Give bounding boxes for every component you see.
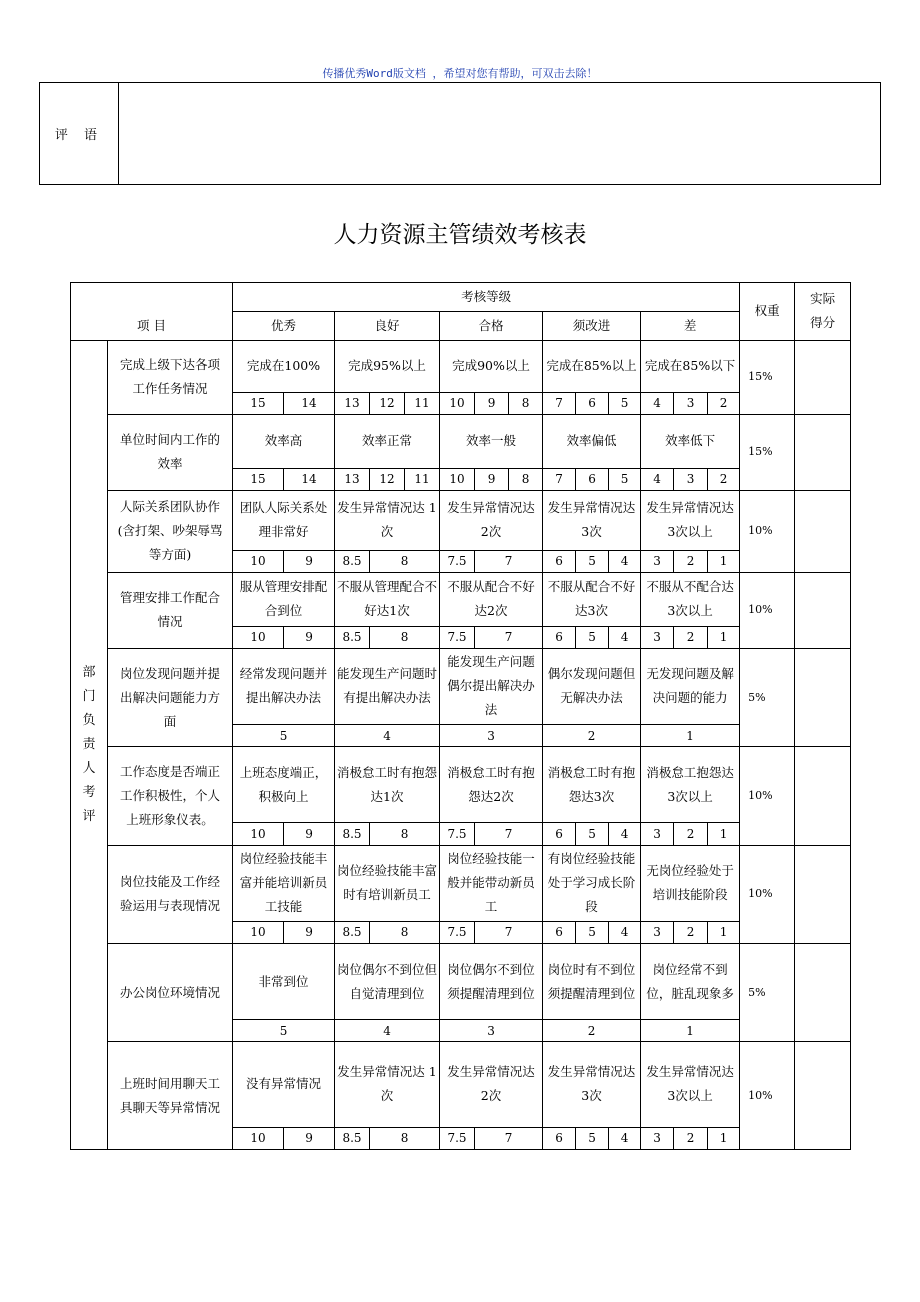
dept-evaluation-label — [71, 340, 108, 1149]
grade-description: 无岗位经验处于培训技能阶段 — [641, 845, 740, 921]
score-value: 6 — [543, 550, 576, 572]
actual-score-cell[interactable] — [795, 648, 851, 746]
score-value: 11 — [405, 468, 440, 490]
score-value: 7.5 — [440, 1127, 475, 1149]
grade-poor: 差 — [641, 312, 740, 340]
grade-description: 能发现生产问题时有提出解决办法 — [335, 648, 440, 724]
grade-description: 不服从配合不好达3次 — [543, 572, 641, 626]
dept-label-char: 人 — [82, 760, 96, 776]
score-value: 3 — [641, 550, 674, 572]
score-value: 4 — [609, 550, 641, 572]
score-value: 9 — [475, 468, 509, 490]
grade-description: 岗位经常不到位，脏乱现象多 — [641, 944, 740, 1020]
grade-description: 发生异常情况达3次 — [543, 1042, 641, 1127]
grade-description: 消极怠工抱怨达3次以上 — [641, 747, 740, 823]
grade-good: 良好 — [335, 312, 440, 340]
criterion-item: 单位时间内工作的效率 — [108, 414, 233, 490]
actual-score-cell[interactable] — [795, 944, 851, 1042]
grade-description: 岗位偶尔不到位须提醒清理到位 — [440, 944, 543, 1020]
grade-description: 岗位偶尔不到位但自觉清理到位 — [335, 944, 440, 1020]
score-value: 9 — [284, 550, 335, 572]
grade-description: 岗位经验技能丰富时有培训新员工 — [335, 845, 440, 921]
score-value: 14 — [284, 392, 335, 414]
score-value: 3 — [641, 1127, 674, 1149]
grade-description: 上班态度端正，积极向上 — [233, 747, 335, 823]
score-value: 4 — [641, 392, 674, 414]
score-value: 4 — [335, 725, 440, 747]
score-value: 3 — [440, 1020, 543, 1042]
score-value: 12 — [370, 392, 405, 414]
header-grade-group: 考核等级 — [233, 283, 740, 312]
score-value: 2 — [708, 468, 740, 490]
score-value: 7 — [543, 392, 576, 414]
score-value: 7.5 — [440, 823, 475, 845]
score-value: 7 — [543, 468, 576, 490]
dept-label-char: 考 — [82, 784, 96, 800]
criterion-item: 岗位技能及工作经验运用与表现情况 — [108, 845, 233, 943]
score-value: 8 — [370, 550, 440, 572]
page-title: 人力资源主管绩效考核表 — [333, 222, 587, 248]
criterion-weight: 10% — [740, 490, 795, 572]
score-value: 8.5 — [335, 1127, 370, 1149]
criterion-item: 办公岗位环境情况 — [108, 944, 233, 1042]
actual-score-cell[interactable] — [795, 414, 851, 490]
score-value: 5 — [576, 550, 609, 572]
grade-description: 发生异常情况达 2次 — [440, 1042, 543, 1127]
score-value: 15 — [233, 468, 284, 490]
score-value: 8 — [370, 626, 440, 648]
grade-description: 效率偏低 — [543, 414, 641, 468]
score-value: 3 — [641, 823, 674, 845]
score-value: 15 — [233, 392, 284, 414]
score-value: 13 — [335, 392, 370, 414]
score-value: 8.5 — [335, 626, 370, 648]
grade-description: 团队人际关系处理非常好 — [233, 490, 335, 550]
grade-description: 岗位经验技能一般并能带动新员工 — [440, 845, 543, 921]
criterion-weight: 5% — [740, 944, 795, 1042]
score-value: 8.5 — [335, 823, 370, 845]
grade-pass: 合格 — [440, 312, 543, 340]
grade-description: 消极怠工时有抱怨达1次 — [335, 747, 440, 823]
score-value: 3 — [641, 921, 674, 943]
score-value: 8 — [509, 392, 543, 414]
appraisal-table — [70, 282, 851, 1150]
grade-description: 偶尔发现问题但无解决办法 — [543, 648, 641, 724]
score-value: 1 — [708, 626, 740, 648]
dept-label-char: 评 — [82, 808, 96, 824]
score-value: 10 — [440, 392, 475, 414]
score-value: 5 — [576, 921, 609, 943]
score-value: 9 — [284, 1127, 335, 1149]
score-value: 2 — [674, 550, 708, 572]
score-value: 13 — [335, 468, 370, 490]
score-value: 10 — [233, 921, 284, 943]
score-value: 14 — [284, 468, 335, 490]
grade-description: 消极怠工时有抱怨达2次 — [440, 747, 543, 823]
grade-description: 岗位时有不到位须提醒清理到位 — [543, 944, 641, 1020]
score-value: 1 — [708, 550, 740, 572]
grade-description: 完成95%以上 — [335, 340, 440, 392]
score-value: 4 — [609, 1127, 641, 1149]
grade-description: 服从管理安排配合到位 — [233, 572, 335, 626]
grade-description: 发生异常情况达 1次 — [335, 1042, 440, 1127]
grade-description: 不服从管理配合不好达1次 — [335, 572, 440, 626]
score-value: 3 — [641, 626, 674, 648]
actual-score-cell[interactable] — [795, 1042, 851, 1150]
score-value: 8 — [370, 1127, 440, 1149]
criterion-item: 管理安排工作配合情况 — [108, 572, 233, 648]
score-value: 6 — [543, 823, 576, 845]
criterion-item: 人际关系团队协作(含打架、吵架辱骂等方面) — [108, 490, 233, 572]
score-value: 2 — [674, 1127, 708, 1149]
dept-label-char: 门 — [82, 688, 96, 704]
document-banner: 传播优秀Word版文档 ，希望对您有帮助，可双击去除！ — [322, 67, 598, 80]
score-value: 6 — [543, 921, 576, 943]
score-value: 8.5 — [335, 550, 370, 572]
score-value: 1 — [641, 1020, 740, 1042]
score-value: 5 — [609, 392, 641, 414]
header-weight: 权重 — [740, 283, 795, 341]
score-value: 2 — [708, 392, 740, 414]
score-value: 1 — [708, 1127, 740, 1149]
criterion-weight: 15% — [740, 340, 795, 414]
grade-description: 没有异常情况 — [233, 1042, 335, 1127]
score-value: 6 — [576, 468, 609, 490]
score-value: 6 — [543, 626, 576, 648]
score-value: 9 — [284, 823, 335, 845]
actual-score-cell[interactable] — [795, 845, 851, 943]
criterion-item: 工作态度是否端正工作积极性，个人上班形象仪表。 — [108, 747, 233, 845]
score-value: 6 — [576, 392, 609, 414]
grade-description: 经常发现问题并提出解决办法 — [233, 648, 335, 724]
score-value: 11 — [405, 392, 440, 414]
grade-description: 消极怠工时有抱怨达3次 — [543, 747, 641, 823]
grade-description: 非常到位 — [233, 944, 335, 1020]
score-value: 7 — [475, 1127, 543, 1149]
score-value: 1 — [708, 823, 740, 845]
score-value: 4 — [335, 1020, 440, 1042]
score-value: 8 — [370, 921, 440, 943]
score-value: 10 — [440, 468, 475, 490]
score-value: 4 — [609, 921, 641, 943]
score-value: 8 — [509, 468, 543, 490]
score-value: 2 — [543, 1020, 641, 1042]
grade-description: 不服从不配合达3次以上 — [641, 572, 740, 626]
grade-description: 完成在85%以上 — [543, 340, 641, 392]
score-value: 4 — [609, 626, 641, 648]
grade-description: 有岗位经验技能处于学习成长阶段 — [543, 845, 641, 921]
grade-improve: 须改进 — [543, 312, 641, 340]
score-value: 10 — [233, 550, 284, 572]
score-value: 7 — [475, 823, 543, 845]
grade-description: 发生异常情况达3次以上 — [641, 490, 740, 550]
score-value: 8.5 — [335, 921, 370, 943]
score-value: 10 — [233, 823, 284, 845]
score-value: 8 — [370, 823, 440, 845]
comment-label: 评 语 — [40, 83, 119, 184]
score-value: 7 — [475, 550, 543, 572]
grade-description: 完成在85%以下 — [641, 340, 740, 392]
score-value: 3 — [674, 468, 708, 490]
dept-label-char: 部 — [82, 664, 96, 680]
grade-description: 完成90%以上 — [440, 340, 543, 392]
score-value: 5 — [576, 823, 609, 845]
dept-label-char: 责 — [82, 736, 96, 752]
score-value: 4 — [641, 468, 674, 490]
score-value: 2 — [543, 725, 641, 747]
actual-score-cell[interactable] — [795, 572, 851, 648]
criterion-weight: 15% — [740, 414, 795, 490]
score-value: 3 — [674, 392, 708, 414]
score-value: 9 — [284, 626, 335, 648]
actual-score-cell[interactable] — [795, 747, 851, 845]
grade-description: 效率一般 — [440, 414, 543, 468]
score-value: 7.5 — [440, 626, 475, 648]
grade-description: 发生异常情况达 1次 — [335, 490, 440, 550]
score-value: 5 — [233, 1020, 335, 1042]
criterion-weight: 5% — [740, 648, 795, 746]
grade-description: 完成在100% — [233, 340, 335, 392]
grade-description: 效率低下 — [641, 414, 740, 468]
header-item: 项 目 — [71, 283, 233, 341]
score-value: 5 — [576, 626, 609, 648]
header-actual-score: 实际得分 — [795, 283, 851, 341]
score-value: 9 — [284, 921, 335, 943]
score-value: 7.5 — [440, 921, 475, 943]
dept-label-char: 负 — [82, 712, 96, 728]
score-value: 7.5 — [440, 550, 475, 572]
score-value: 7 — [475, 626, 543, 648]
score-value: 5 — [576, 1127, 609, 1149]
grade-description: 能发现生产问题偶尔提出解决办法 — [440, 648, 543, 724]
score-value: 2 — [674, 823, 708, 845]
criterion-weight: 10% — [740, 845, 795, 943]
score-value: 1 — [641, 725, 740, 747]
comment-box — [39, 82, 881, 185]
grade-description: 发生异常情况达3次 — [543, 490, 641, 550]
grade-description: 发生异常情况达3次以上 — [641, 1042, 740, 1127]
score-value: 6 — [543, 1127, 576, 1149]
score-value: 12 — [370, 468, 405, 490]
actual-score-cell[interactable] — [795, 490, 851, 572]
score-value: 2 — [674, 921, 708, 943]
grade-description: 效率正常 — [335, 414, 440, 468]
grade-description: 效率高 — [233, 414, 335, 468]
score-value: 3 — [440, 725, 543, 747]
actual-score-cell[interactable] — [795, 340, 851, 414]
score-value: 10 — [233, 1127, 284, 1149]
grade-description: 发生异常情况达 2次 — [440, 490, 543, 550]
score-value: 5 — [233, 725, 335, 747]
criterion-item: 完成上级下达各项工作任务情况 — [108, 340, 233, 414]
grade-excellent: 优秀 — [233, 312, 335, 340]
grade-description: 无发现问题及解决问题的能力 — [641, 648, 740, 724]
criterion-weight: 10% — [740, 572, 795, 648]
criterion-weight: 10% — [740, 1042, 795, 1150]
score-value: 1 — [708, 921, 740, 943]
score-value: 9 — [475, 392, 509, 414]
grade-description: 岗位经验技能丰富并能培训新员工技能 — [233, 845, 335, 921]
criterion-item: 岗位发现问题并提出解决问题能力方面 — [108, 648, 233, 746]
score-value: 10 — [233, 626, 284, 648]
criterion-item: 上班时间用聊天工具聊天等异常情况 — [108, 1042, 233, 1150]
score-value: 2 — [674, 626, 708, 648]
grade-description: 不服从配合不好达2次 — [440, 572, 543, 626]
criterion-weight: 10% — [740, 747, 795, 845]
score-value: 7 — [475, 921, 543, 943]
score-value: 4 — [609, 823, 641, 845]
score-value: 5 — [609, 468, 641, 490]
